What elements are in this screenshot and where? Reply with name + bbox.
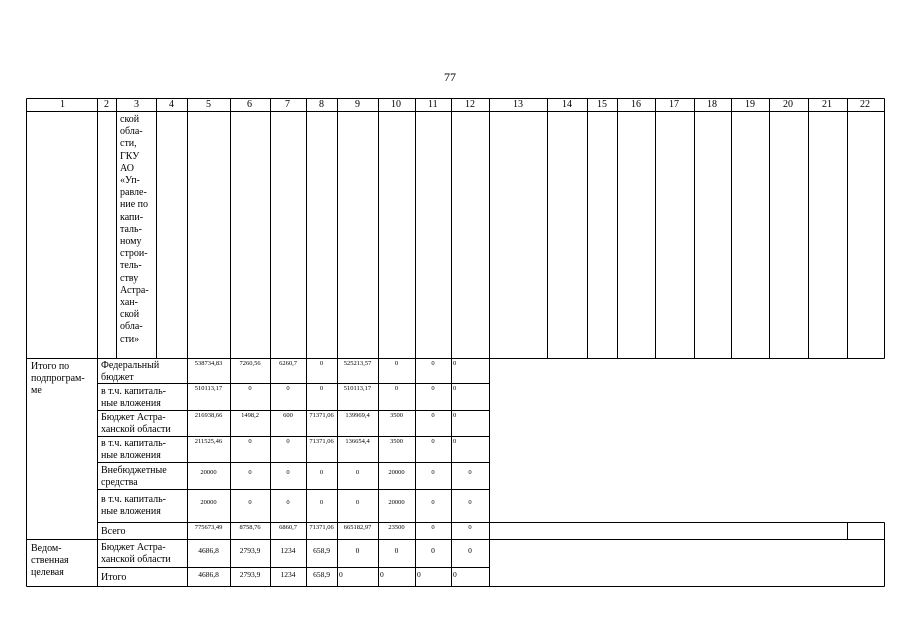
- table-cell: 0: [248, 438, 252, 445]
- column-header: 9: [355, 99, 360, 110]
- column-header: 11: [428, 99, 438, 110]
- row-name: Итого: [101, 572, 127, 583]
- row-name: Бюджет Астра- ханской области: [101, 412, 171, 435]
- table-cell: 20000: [388, 498, 405, 506]
- table-cell: 20000: [200, 468, 217, 476]
- row-name: Внебюджетные средства: [101, 465, 167, 488]
- column-header: 7: [285, 99, 290, 110]
- table-cell: 510113,17: [343, 385, 372, 392]
- departmental-target-label: Ведом- ственная целевая: [31, 543, 69, 578]
- table-cell: 0: [453, 569, 457, 579]
- column-header: 17: [669, 99, 679, 110]
- column-header: 8: [319, 99, 324, 110]
- column-header: 14: [562, 99, 572, 110]
- table-cell: 2793,9: [239, 546, 261, 555]
- table-cell: 0: [468, 498, 472, 506]
- column-header: 1: [60, 99, 65, 110]
- table-cell: 216938,66: [194, 412, 223, 419]
- table-cell: 0: [319, 360, 324, 367]
- table-cell: 0: [468, 468, 472, 476]
- table-cell: 6260,7: [279, 360, 297, 367]
- column-header: 19: [745, 99, 755, 110]
- table-cell: 3500: [390, 438, 403, 445]
- table-cell: 0: [468, 523, 472, 531]
- table-cell: 538734,83: [194, 360, 223, 367]
- table-cell: 3500: [390, 412, 403, 419]
- column-header: 18: [707, 99, 717, 110]
- table-cell: 0: [248, 468, 252, 476]
- row-name: в т.ч. капиталь- ные вложения: [101, 386, 166, 409]
- table-cell: 0: [394, 546, 399, 555]
- table-cell: 1498,2: [241, 412, 259, 419]
- executor-cell-text: ской обла- сти, ГКУ АО «Уп- равле- ние по капи- таль- ному строи- тель- ству Астра- хан- ской обла- сти»: [120, 114, 149, 345]
- table-cell: 600: [283, 412, 293, 419]
- table-cell: 71371,06: [309, 438, 334, 445]
- table-cell: 0: [319, 385, 324, 392]
- table-cell: 0: [355, 498, 360, 506]
- table-cell: 0: [453, 438, 457, 445]
- table-cell: 0: [431, 523, 435, 531]
- row-name: Федеральный бюджет: [101, 360, 160, 383]
- row-name: Всего: [101, 526, 126, 537]
- table-cell: 0: [417, 569, 421, 579]
- table-cell: 0: [248, 385, 252, 392]
- table-cell: 0: [286, 438, 290, 445]
- table-cell: 0: [319, 468, 324, 476]
- table-cell: 6860,7: [279, 523, 297, 531]
- subprogram-total-label: Итого по подпрограм- ме: [31, 361, 85, 396]
- table-cell: 0: [286, 385, 290, 392]
- column-header: 16: [631, 99, 641, 110]
- table-cell: 0: [468, 546, 472, 555]
- column-header: 10: [391, 99, 401, 110]
- table-cell: 665182,97: [343, 523, 372, 531]
- table-cell: 0: [453, 412, 457, 419]
- table-cell: 0: [394, 360, 399, 367]
- column-header: 20: [783, 99, 793, 110]
- table-cell: 510113,17: [194, 385, 223, 392]
- table-cell: 0: [431, 546, 435, 555]
- table-cell: 0: [431, 468, 435, 476]
- column-header: 3: [134, 99, 139, 110]
- table-cell: 0: [286, 498, 290, 506]
- column-header: 22: [860, 99, 870, 110]
- table-cell: 23500: [388, 523, 405, 531]
- table-cell: 0: [286, 468, 290, 476]
- table-cell: 211525,46: [194, 438, 223, 445]
- column-header: 12: [465, 99, 475, 110]
- table-cell: 4686,8: [198, 546, 219, 555]
- table-cell: 7260,56: [239, 360, 261, 367]
- table-cell: 775673,49: [194, 523, 223, 531]
- column-header: 15: [597, 99, 607, 110]
- table-cell: 136654,4: [345, 438, 370, 445]
- table-cell: 0: [431, 498, 435, 506]
- table-cell: 20000: [388, 468, 405, 476]
- table-cell: 658,9: [313, 569, 330, 579]
- row-name: в т.ч. капиталь- ные вложения: [101, 494, 166, 517]
- table-cell: 20000: [200, 498, 217, 506]
- column-header: 6: [247, 99, 252, 110]
- column-header: 2: [104, 99, 109, 110]
- table-cell: 4686,8: [198, 569, 219, 579]
- table-cell: 0: [248, 498, 252, 506]
- column-header: 5: [206, 99, 211, 110]
- table-cell: 0: [355, 546, 360, 555]
- table-cell: 0: [355, 468, 360, 476]
- table-cell: 0: [394, 385, 399, 392]
- table-cell: 658,9: [313, 546, 330, 555]
- table-cell: 0: [339, 569, 343, 579]
- table-cell: 71371,06: [309, 412, 334, 419]
- column-header: 4: [169, 99, 174, 110]
- page-number: 77: [444, 70, 456, 84]
- table-cell: 0: [431, 412, 435, 419]
- row-name: в т.ч. капиталь- ные вложения: [101, 438, 166, 461]
- table-cell: 1234: [280, 546, 296, 555]
- table-cell: 525213,57: [343, 360, 372, 367]
- table-cell: 0: [431, 438, 435, 445]
- table-cell: 139969,4: [345, 412, 370, 419]
- column-header: 21: [822, 99, 832, 110]
- table-cell: 0: [453, 360, 457, 367]
- table-cell: 2793,9: [239, 569, 261, 579]
- table-cell: 0: [319, 498, 324, 506]
- table-cell: 1234: [280, 569, 296, 579]
- table-cell: 71371,06: [309, 523, 334, 531]
- table-cell: 0: [431, 360, 435, 367]
- table-cell: 0: [380, 569, 384, 579]
- column-header: 13: [513, 99, 523, 110]
- table-cell: 8758,76: [239, 523, 261, 531]
- row-name: Бюджет Астра- ханской области: [101, 542, 171, 565]
- table-cell: 0: [453, 385, 457, 392]
- table-cell: 0: [431, 385, 435, 392]
